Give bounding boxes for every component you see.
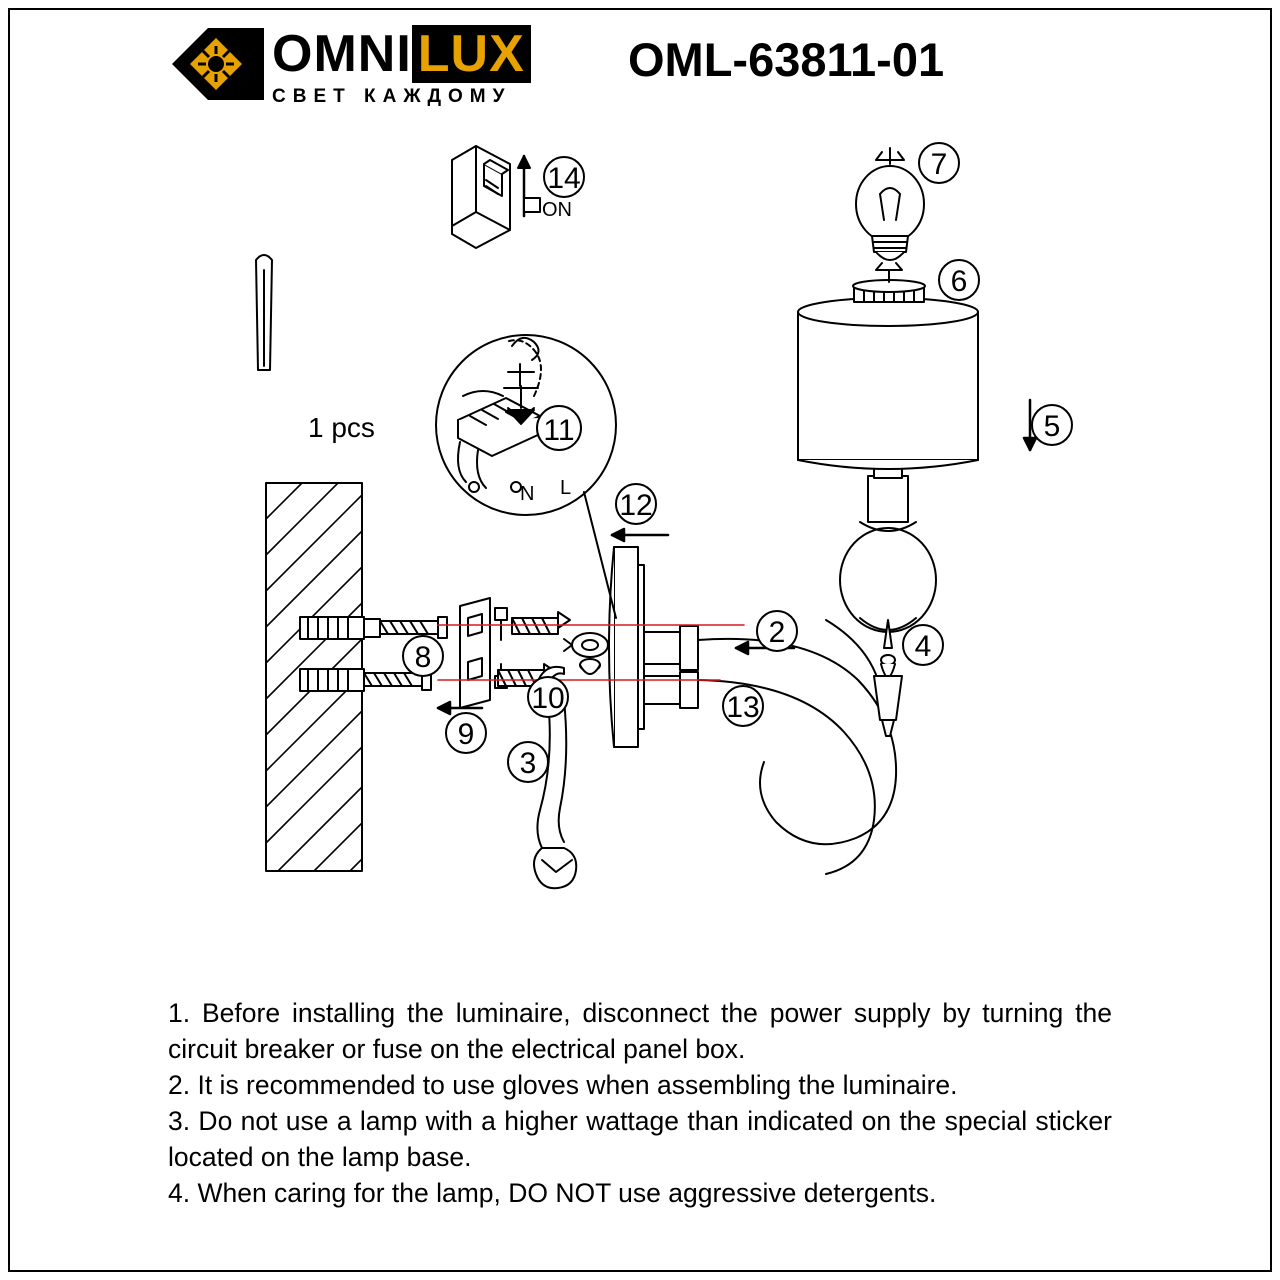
dowel-upper: [300, 617, 380, 639]
instruction-item-4: 4. When caring for the lamp, DO NOT use aggressive detergents.: [168, 1178, 937, 1208]
callout-label-12: 12: [619, 489, 653, 522]
bracket-screw-upper: [512, 612, 570, 634]
instruction-item-1: 1. Before installing the luminaire, disconnect the power supply by turning the circuit breaker or fuse on the electrical panel box.: [168, 998, 1112, 1064]
switch-on-label: ON: [542, 199, 572, 221]
lamp-arm: [698, 620, 896, 874]
callout-label-7: 7: [930, 148, 948, 181]
brand-logo: [168, 20, 588, 116]
instruction-item-2: 2. It is recommended to use gloves when assembling the luminaire.: [168, 1070, 958, 1100]
wire-label-n: N: [520, 483, 535, 505]
callout-label-14: 14: [547, 162, 581, 195]
mounting-bracket: [460, 598, 507, 708]
wire-label-l: L: [560, 477, 572, 499]
brand-name-lux: LUX: [412, 25, 531, 83]
model-code: OML-63811-01: [628, 33, 945, 86]
light-bulb: [856, 148, 924, 260]
callout-label-10: 10: [531, 682, 565, 715]
callout-label-8: 8: [414, 641, 432, 674]
instructions-list: [168, 995, 1112, 1211]
callout-label-6: 6: [950, 265, 968, 298]
switch-box: [452, 146, 540, 248]
callout-label-9: 9: [457, 718, 475, 751]
brand-wordmark: [272, 26, 531, 82]
callout-label-4: 4: [914, 630, 932, 663]
omnilux-logo-mark-icon: [168, 24, 268, 104]
instruction-item-3: 3. Do not use a lamp with a higher wattage than indicated on the special sticker located on the lamp base.: [168, 1106, 1112, 1172]
callout-label-3: 3: [519, 747, 537, 780]
shade-ring: [853, 263, 925, 302]
assembly-diagram: [8, 120, 1272, 960]
brand-slogan: СВЕТ КАЖДОМУ: [272, 86, 512, 107]
wall-canopy: [609, 547, 644, 747]
assembly-diagram-svg: [8, 120, 1272, 960]
pcs-label: 1 pcs: [308, 412, 375, 443]
brand-name-omni: OMNI: [272, 25, 412, 83]
callout-label-2: 2: [768, 616, 786, 649]
arm-connector: [644, 626, 698, 708]
fabric-shade: [798, 298, 978, 469]
callout-label-13: 13: [726, 691, 760, 724]
callout-label-11: 11: [543, 414, 575, 447]
screw-upper: [380, 617, 447, 638]
dowel-lower: [300, 669, 364, 691]
header: [0, 8, 1280, 118]
nail-item: [256, 255, 272, 370]
callout-label-5: 5: [1043, 410, 1061, 443]
wiring-detail-callout: [436, 335, 616, 618]
